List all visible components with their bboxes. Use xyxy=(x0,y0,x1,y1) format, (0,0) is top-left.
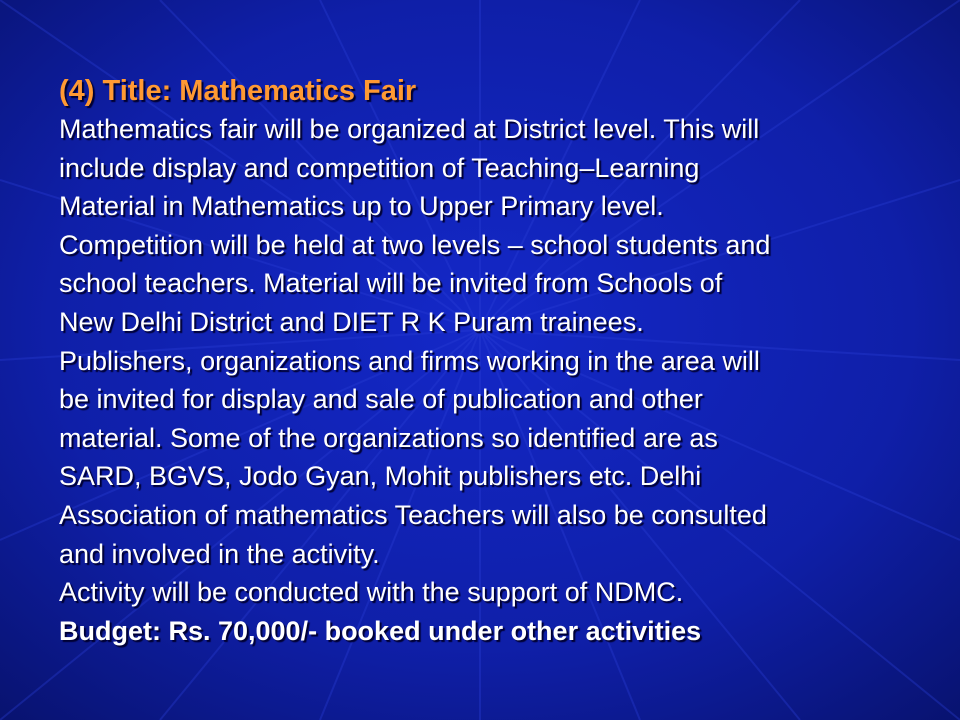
slide-title: (4) Title: Mathematics Fair xyxy=(59,75,417,107)
body-line: Material in Mathematics up to Upper Primary level. xyxy=(59,191,664,222)
body-line: be invited for display and sale of publication and other xyxy=(59,384,703,415)
body-line: Activity will be conducted with the support of NDMC. xyxy=(59,577,684,608)
body-line: Association of mathematics Teachers will also be consulted xyxy=(59,499,767,530)
body-line: SARD, BGVS, Jodo Gyan, Mohit publishers etc. Delhi xyxy=(59,461,702,492)
body-line: Competition will be held at two levels – school students and xyxy=(59,229,771,260)
body-line: New Delhi District and DIET R K Puram trainees. xyxy=(59,306,644,337)
body-line: school teachers. Material will be invited from Schools of xyxy=(59,268,723,299)
body-line: material. Some of the organizations so identified are as xyxy=(59,422,718,453)
body-line: Mathematics fair will be organized at District level. This will xyxy=(59,114,760,144)
slide-body xyxy=(59,110,909,612)
slide-content xyxy=(59,72,909,650)
body-line: include display and competition of Teaching–Learning xyxy=(59,152,700,183)
budget-line: Budget: Rs. 70,000/- booked under other activities xyxy=(59,615,702,646)
body-line: and involved in the activity. xyxy=(59,538,380,569)
body-line: Publishers, organizations and firms working in the area will xyxy=(59,345,760,376)
